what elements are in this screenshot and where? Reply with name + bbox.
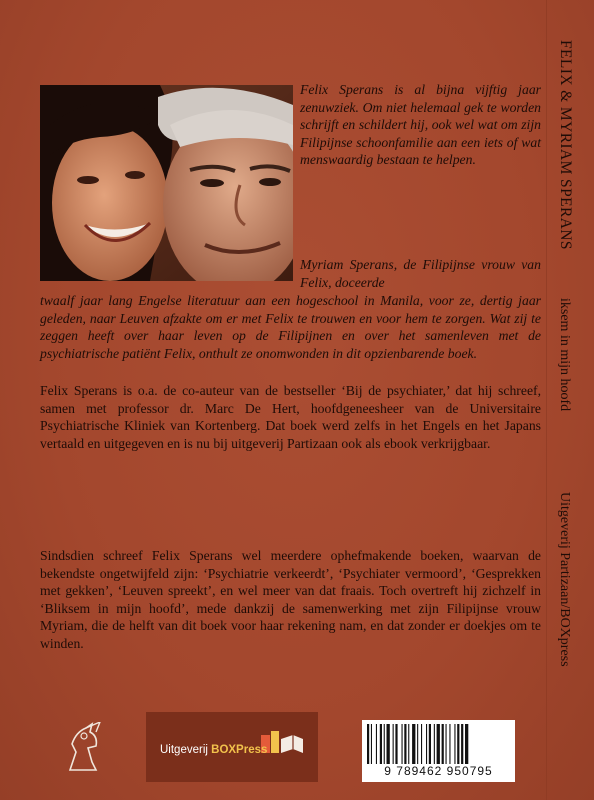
boxpress-logo-text: Uitgeverij BOXPress	[160, 744, 268, 756]
spine-publisher: Uitgeverij Partizaan/BOXpress	[557, 492, 572, 667]
spine-title: FELIX & MYRIAM SPERANS	[557, 40, 574, 250]
blurb-paragraph-3: Felix Sperans is o.a. de co-auteur van de bestseller ‘Bij de psychiater,’ dat hij schreef, samen met professor dr. Marc De Hert, hoofdgeneesheer van de Universitaire Psychiatrische Kliniek van Kortenberg. Dat boek werd zelfs in het Engels en het Japans vertaald en uitgegeven en is nu bij uitgeverij Partizaan ook als ebook verkrijgbaar.	[40, 383, 541, 451]
isbn-number: 9 789462 950795	[384, 764, 493, 778]
blurb-paragraph-4: Sindsdien schreef Felix Sperans wel meerdere ophefmakende boeken, waarvan de bekendste ongetwijfeld zijn: ‘Psychiatrie verkeerdt’, ‘Psychiater vermoord’, ‘Gesprekken met gekken’, ‘Leuven spreekt’, en wel meer van dat fraais. Toch overtreft hij zichzelf in ‘Bliksem in mijn hoofd’, mede dankzij de samenwerking met zijn Filipijnse vrouw Myriam, die de helft van dit boek voor haar rekening nam, en dat zonder er doekjes om te winden.	[40, 548, 541, 651]
spine-fold-line	[546, 0, 547, 800]
spine-subtitle: iksem in mijn hoofd	[557, 298, 572, 412]
partizaan-logo-icon	[62, 722, 104, 772]
couple-portrait-image	[40, 85, 293, 281]
blurb-paragraph-2: twaalf jaar lang Engelse literatuur aan een hogeschool in Manila, voor ze, dertig jaar geleden, naar Leuven afzakte om er met Felix te trouwen en voor hem te zorgen. Wat zij te zeggen heeft over haar leven op de Filipijnen en over het samenleven met de psychiatrische patiënt Felix, onthult ze onomwonden in dit opzienbarende boek.	[40, 293, 541, 361]
author-photo	[40, 85, 293, 281]
book-spine	[553, 40, 583, 720]
blurb-paragraph-2-intro: Myriam Sperans, de Filipijnse vrouw van Felix, doceerde	[300, 257, 541, 290]
boxpress-publisher-logo	[146, 712, 318, 782]
isbn-barcode	[362, 720, 515, 782]
barcode-bars	[367, 724, 510, 764]
blurb-paragraph-1: Felix Sperans is al bijna vijftig jaar zenuwziek. Om niet helemaal gek te worden schrijft en schildert hij, ook wel wat om zijn Filipijnse schoonfamilie aan een iets of wat menswaardig bestaan te helpen.	[300, 82, 541, 167]
